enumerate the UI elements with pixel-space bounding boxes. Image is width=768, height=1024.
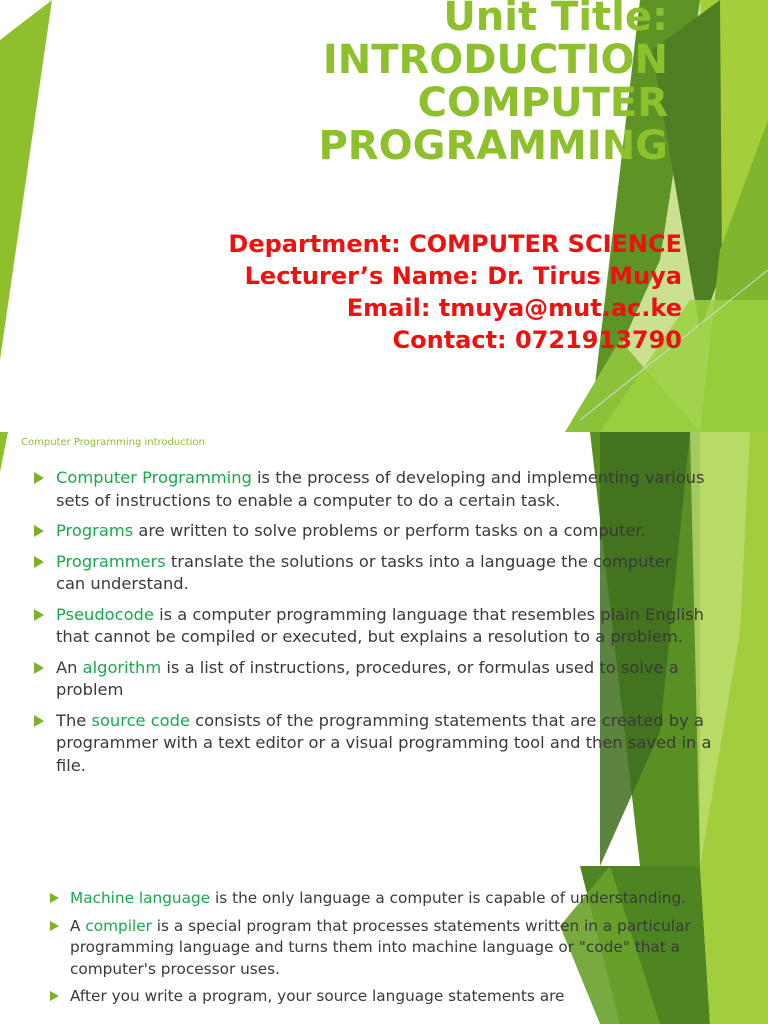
triangle-right-icon bbox=[34, 525, 44, 537]
bullet-item bbox=[50, 916, 710, 981]
bullet-keyword: Machine language bbox=[70, 889, 211, 907]
bullet-item bbox=[34, 710, 724, 778]
bullet-keyword: Computer Programming bbox=[56, 468, 252, 487]
compiler-slide bbox=[0, 866, 768, 1024]
triangle-right-icon bbox=[34, 609, 44, 621]
title-slide bbox=[0, 0, 768, 432]
bullet-item bbox=[34, 551, 724, 596]
triangle-right-icon bbox=[50, 991, 59, 1001]
bullet-list bbox=[50, 888, 710, 1014]
bullet-text: translate the solutions or tasks into a language the computer can understand. bbox=[56, 551, 672, 593]
email-line: Email: tmuya@mut.ac.ke bbox=[346, 294, 682, 322]
intro-slide bbox=[0, 432, 768, 866]
slide-title bbox=[318, 0, 668, 168]
triangle-right-icon bbox=[34, 472, 44, 484]
title-line: INTRODUCTION bbox=[322, 37, 668, 83]
title-line: PROGRAMMING bbox=[318, 123, 668, 169]
triangle-right-icon bbox=[50, 921, 59, 931]
triangle-right-icon bbox=[34, 662, 44, 674]
lecturer-info bbox=[228, 228, 682, 356]
bullet-list bbox=[34, 467, 724, 785]
bullet-keyword: Pseudocode bbox=[56, 604, 154, 624]
bullet-item bbox=[34, 467, 724, 512]
bullet-item bbox=[50, 888, 710, 910]
bullet-keyword: Programs bbox=[56, 521, 134, 540]
bullet-text: is a special program that processes statements written in a particular programming language and turns them into machine language or "code" that a computer's processor uses. bbox=[70, 916, 691, 978]
bullet-keyword: source code bbox=[91, 710, 190, 730]
department-line: Department: COMPUTER SCIENCE bbox=[228, 230, 682, 258]
bullet-keyword: algorithm bbox=[82, 657, 162, 677]
bullet-text-prefix: The bbox=[56, 710, 92, 730]
bullet-text-prefix: An bbox=[56, 657, 83, 677]
bullet-text: After you write a program, your source language statements are bbox=[70, 987, 565, 1005]
bullet-keyword: compiler bbox=[85, 916, 152, 935]
section-label: Computer Programming introduction bbox=[21, 437, 205, 448]
bullet-keyword: Programmers bbox=[56, 551, 166, 571]
bullet-item bbox=[34, 604, 724, 649]
bullet-item bbox=[34, 657, 724, 702]
bullet-text: is a computer programming language that resembles plain English that cannot be compiled or executed, but explains a resolution to a problem. bbox=[56, 604, 704, 646]
lecturer-line: Lecturer’s Name: Dr. Tirus Muya bbox=[244, 262, 682, 290]
triangle-right-icon bbox=[50, 893, 59, 903]
title-line: COMPUTER bbox=[417, 80, 668, 126]
bullet-item bbox=[50, 986, 710, 1008]
bullet-text-prefix: A bbox=[70, 916, 86, 935]
triangle-right-icon bbox=[34, 556, 44, 568]
bullet-text: consists of the programming statements that are created by a programmer with a text editor or a visual programming tool and then saved in a file. bbox=[56, 710, 712, 775]
bullet-text: is a list of instructions, procedures, or formulas used to solve a problem bbox=[56, 657, 679, 699]
title-line: Unit Title: bbox=[443, 0, 668, 40]
triangle-right-icon bbox=[34, 715, 44, 727]
contact-line: Contact: 0721913790 bbox=[392, 326, 682, 354]
bullet-text: are written to solve problems or perform tasks on a computer. bbox=[133, 521, 646, 540]
bullet-text: is the process of developing and implementing various sets of instructions to enable a computer to do a certain task. bbox=[56, 468, 705, 510]
bullet-item bbox=[34, 520, 724, 543]
bullet-text: is the only language a computer is capable of understanding. bbox=[210, 889, 687, 907]
